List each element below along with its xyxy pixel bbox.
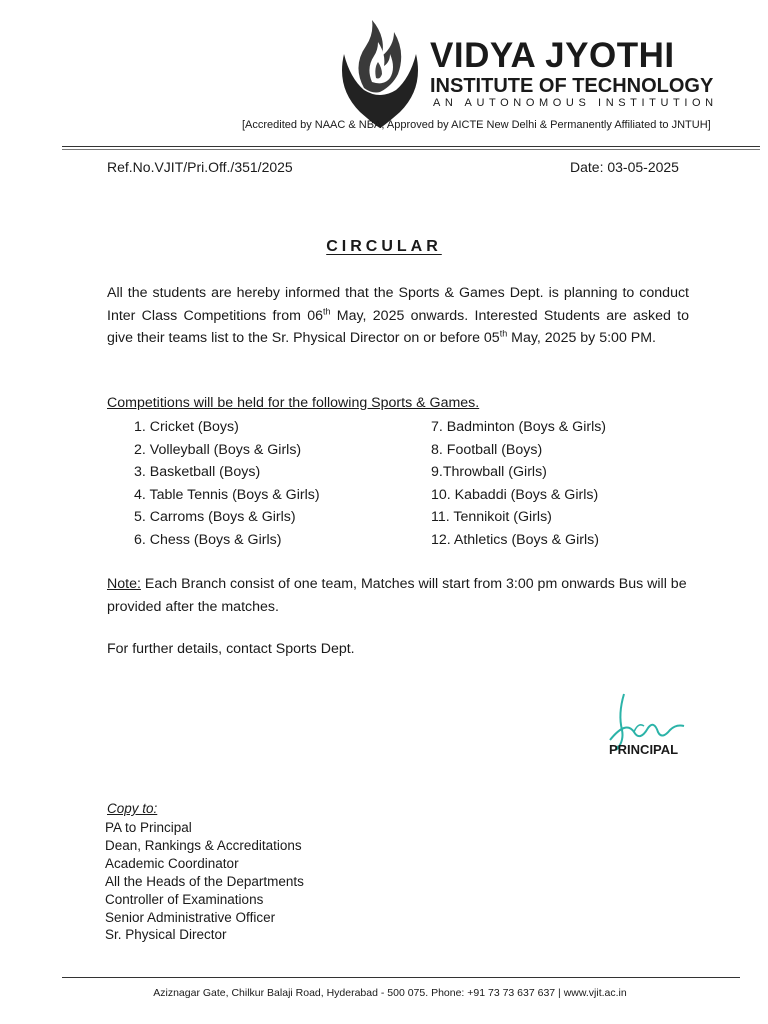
intro-text-part1: All the students are hereby informed that the Sports & Games Dept. is planning to conduct Inter Class Competitions from 06 (107, 285, 689, 324)
note-label: Note: (107, 576, 141, 592)
list-item: 12. Athletics (Boys & Girls) (431, 531, 599, 548)
intro-text-part2: May, 2025 onwards. Interested Students are asked to give their teams list to the Sr. Physical Director on or before 05 (107, 307, 689, 346)
institute-subtitle: INSTITUTE OF TECHNOLOGY (430, 75, 714, 97)
copy-to-list (105, 819, 304, 944)
competitions-heading: Competitions will be held for the following Sports & Games. (107, 395, 480, 411)
footer-address: Aziznagar Gate, Chilkur Balaji Road, Hyderabad - 500 075. Phone: +91 73 73 637 637 | www.vjit.ac.in (153, 987, 627, 999)
list-item: 11. Tennikoit (Girls) (431, 509, 552, 525)
footer-divider (62, 977, 740, 978)
competitions-list-right (431, 416, 606, 551)
list-item: Controller of Examinations (105, 891, 264, 907)
ordinal-suffix: th (499, 328, 508, 339)
document-title: CIRCULAR (326, 238, 442, 255)
list-item: 6. Chess (Boys & Girls) (134, 531, 282, 548)
accreditation-line: [Accredited by NAAC & NBA, Approved by AICTE New Delhi & Permanently Affiliated to JNTUH] (242, 119, 711, 131)
intro-text-part3: May, 2025 by 5:00 PM. (507, 330, 656, 346)
institute-tagline: AN AUTONOMOUS INSTITUTION (433, 97, 718, 109)
list-item: Sr. Physical Director (105, 927, 227, 943)
institute-name: VIDYA JYOTHI (430, 36, 675, 75)
list-item: 1. Cricket (Boys) (134, 419, 239, 435)
note-paragraph (107, 573, 689, 618)
competitions-list-left (134, 416, 320, 551)
ordinal-suffix: th (323, 305, 331, 316)
institute-logo (336, 18, 424, 128)
list-item: PA to Principal (105, 820, 192, 835)
copy-to-heading: Copy to: (107, 801, 158, 816)
further-details: For further details, contact Sports Dept. (107, 641, 355, 657)
list-item: Dean, Rankings & Accreditations (105, 837, 302, 853)
list-item: 3. Basketball (Boys) (134, 464, 261, 480)
header-divider-secondary (62, 149, 760, 150)
list-item: 5. Carroms (Boys & Girls) (134, 509, 296, 525)
header-divider (62, 146, 760, 147)
list-item: 2. Volleyball (Boys & Girls) (134, 441, 302, 458)
list-item: 4. Table Tennis (Boys & Girls) (134, 486, 320, 503)
list-item: 10. Kabaddi (Boys & Girls) (431, 486, 599, 503)
intro-paragraph (107, 282, 689, 350)
list-item: 7. Badminton (Boys & Girls) (431, 419, 607, 435)
list-item: Senior Administrative Officer (105, 909, 276, 925)
circular-date: Date: 03-05-2025 (570, 159, 679, 175)
note-text: Each Branch consist of one team, Matches will start from 3:00 pm onwards Bus will be provided after the matches. (107, 576, 687, 615)
list-item: All the Heads of the Departments (105, 873, 304, 889)
list-item: 9.Throwball (Girls) (431, 464, 547, 480)
signatory-title: PRINCIPAL (609, 742, 679, 757)
list-item: Academic Coordinator (105, 855, 239, 871)
reference-number: Ref.No.VJIT/Pri.Off./351/2025 (107, 159, 293, 175)
list-item: 8. Football (Boys) (431, 441, 543, 458)
